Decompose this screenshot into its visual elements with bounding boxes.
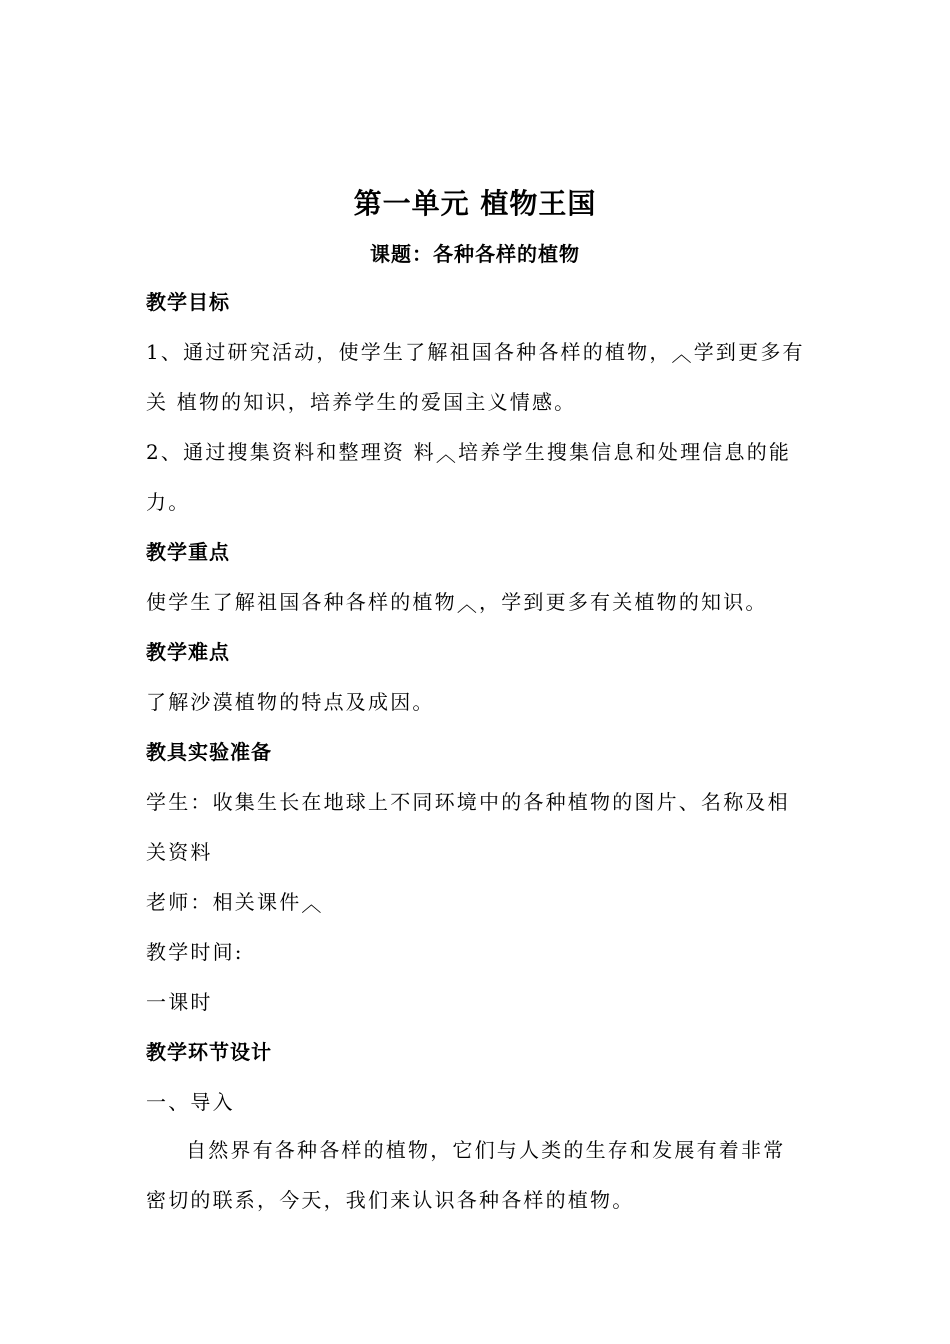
heading-key-points: 教学重点: [146, 540, 230, 564]
heading-difficulty: 教学难点: [146, 640, 230, 664]
part1-title: 一、导入: [146, 1090, 235, 1114]
key-text-b: ，学到更多有关植物的知识。: [479, 590, 768, 614]
intro-line2: 密切的联系，今天，我们来认识各种各样的植物。: [146, 1188, 635, 1212]
insertion-mark-icon: ︿: [456, 592, 480, 616]
intro-line1: 自然界有各种各样的植物，它们与人类的生存和发展有着非常: [186, 1138, 786, 1162]
goal1-line2: 关 植物的知识，培养学生的爱国主义情感。: [146, 390, 577, 414]
key-points-text: [146, 586, 811, 615]
difficulty-text: 了解沙漠植物的特点及成因。: [146, 690, 435, 714]
key-text-a: 使学生了解祖国各种各样的植物: [146, 590, 457, 614]
goal2-text-a: 2、通过搜集资料和整理资 料: [146, 440, 436, 464]
unit-title: 第一单元 植物王国: [353, 187, 597, 220]
insertion-mark-icon: ︿: [435, 442, 459, 466]
insertion-mark-icon: ︿: [301, 892, 324, 916]
heading-goals: 教学目标: [146, 290, 230, 314]
prep-student-line1: 学生：收集生长在地球上不同环境中的各种植物的图片、名称及相: [146, 790, 790, 814]
lesson-subtitle: 课题：各种各样的植物: [370, 242, 580, 266]
prep-teacher: [146, 886, 811, 915]
time-value: 一课时: [146, 990, 213, 1014]
goal1-text-a: 1、通过研究活动，使学生了解祖国各种各样的植物，: [146, 340, 672, 364]
goal2-text-b: 培养学生搜集信息和处理信息的能: [458, 440, 792, 464]
goal1-line1: [146, 336, 811, 365]
insertion-mark-icon: ︿: [671, 342, 694, 366]
heading-preparation: 教具实验准备: [146, 740, 272, 764]
goal2-line1: [146, 436, 811, 465]
heading-design: 教学环节设计: [146, 1040, 272, 1064]
goal2-line2: 力。: [146, 490, 191, 514]
prep-teacher-text: 老师：相关课件: [146, 890, 302, 914]
time-label: 教学时间:: [146, 940, 244, 964]
goal1-text-b: 学到更多有: [693, 340, 805, 364]
prep-student-line2: 关资料: [146, 840, 213, 864]
